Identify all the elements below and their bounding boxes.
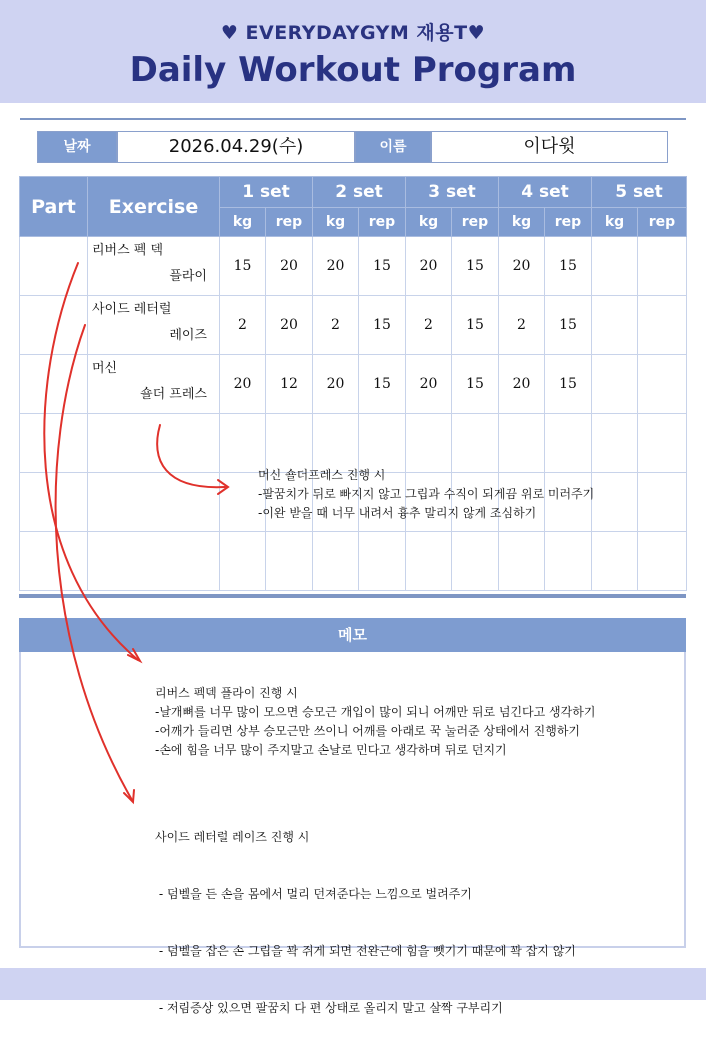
note-line: - 덤벨을 든 손을 몸에서 멀리 던져준다는 느낌으로 벌려주기 bbox=[155, 887, 472, 901]
set-value: 20 bbox=[266, 237, 313, 296]
col-part: Part bbox=[20, 177, 88, 237]
bottom-band bbox=[0, 968, 706, 1000]
set-value: 20 bbox=[313, 237, 359, 296]
set-value: 20 bbox=[313, 355, 359, 414]
unit-kg: kg bbox=[592, 208, 638, 237]
exercise-name-line1: 머신 bbox=[92, 361, 118, 376]
set-value: 15 bbox=[545, 355, 592, 414]
page-title: Daily Workout Program bbox=[129, 50, 577, 90]
date-label: 날짜 bbox=[37, 131, 117, 163]
set-value: 15 bbox=[545, 237, 592, 296]
unit-rep: rep bbox=[638, 208, 687, 237]
unit-rep: rep bbox=[266, 208, 313, 237]
set-value: 2 bbox=[313, 296, 359, 355]
set-value: 12 bbox=[266, 355, 313, 414]
set-value: 15 bbox=[359, 237, 406, 296]
note-line: 사이드 레터럴 레이즈 진행 시 bbox=[155, 830, 310, 844]
note-line: 리버스 펙덱 플라이 진행 시 bbox=[155, 686, 298, 700]
unit-rep: rep bbox=[545, 208, 592, 237]
arrow-to-reverse-fly-note bbox=[44, 263, 138, 660]
set-value: 15 bbox=[359, 296, 406, 355]
set-value: 2 bbox=[406, 296, 452, 355]
note-line: - 덤벨을 잡은 손 그립을 꽉 쥐게 되면 전완근에 힘을 뺏기기 때문에 꽉 잡지 않기 bbox=[155, 944, 576, 958]
exercise-name-line1: 리버스 펙 덱 bbox=[92, 243, 164, 258]
note-line: -팔꿈치가 뒤로 빠지지 않고 그립과 수직이 되게끔 위로 미러주기 bbox=[258, 487, 595, 501]
set-value: 20 bbox=[499, 237, 545, 296]
unit-kg: kg bbox=[220, 208, 266, 237]
exercise-name-line2: 숄더 프레스 bbox=[140, 387, 207, 402]
name-label: 이름 bbox=[355, 131, 431, 163]
set-value: 15 bbox=[359, 355, 406, 414]
unit-kg: kg bbox=[313, 208, 359, 237]
date-value: 2026.04.29(수) bbox=[117, 131, 355, 163]
set-value: 15 bbox=[545, 296, 592, 355]
exercise-name-line2: 레이즈 bbox=[169, 328, 207, 343]
exercise-name-line1: 사이드 레터럴 bbox=[92, 302, 172, 317]
col-exercise: Exercise bbox=[88, 177, 220, 237]
unit-kg: kg bbox=[406, 208, 452, 237]
set-value: 15 bbox=[452, 237, 499, 296]
set-value: 20 bbox=[406, 355, 452, 414]
unit-kg: kg bbox=[499, 208, 545, 237]
note-line: -이완 받을 때 너무 내려서 흉추 말리지 않게 조심하기 bbox=[258, 506, 537, 520]
set-value: 20 bbox=[220, 355, 266, 414]
set-header-1: 1 set bbox=[220, 177, 313, 208]
brand-title: ♥ EVERYDAYGYM 재용T♥ bbox=[220, 22, 486, 44]
set-value: 20 bbox=[406, 237, 452, 296]
set-value: 15 bbox=[220, 237, 266, 296]
set-value: 20 bbox=[499, 355, 545, 414]
note-line: -손에 힘을 너무 많이 주지말고 손날로 민다고 생각하며 뒤로 던지기 bbox=[155, 743, 507, 757]
memo-header: 메모 bbox=[19, 618, 686, 652]
arrow-to-reverse-fly-note-head bbox=[128, 649, 140, 661]
set-value: 15 bbox=[452, 355, 499, 414]
note-line: - 저림증상 있으면 팔꿈치 다 편 상태로 올리지 말고 살짝 구부리기 bbox=[155, 1001, 503, 1015]
set-value: 2 bbox=[220, 296, 266, 355]
name-value: 이다윗 bbox=[431, 131, 668, 163]
set-header-4: 4 set bbox=[499, 177, 592, 208]
note-line: 머신 숄더프레스 진행 시 bbox=[258, 468, 386, 482]
set-value: 20 bbox=[266, 296, 313, 355]
exercise-name-line2: 플라이 bbox=[169, 269, 207, 284]
set-header-5: 5 set bbox=[592, 177, 687, 208]
unit-rep: rep bbox=[359, 208, 406, 237]
set-value: 2 bbox=[499, 296, 545, 355]
arrow-to-shoulder-note bbox=[157, 425, 225, 487]
set-header-2: 2 set bbox=[313, 177, 406, 208]
note-line: -날개뼈를 너무 많이 모으면 승모근 개입이 많이 되니 어깨만 뒤로 넘긴다고 생각하기 bbox=[155, 705, 596, 719]
note-line: -어깨가 들리면 상부 승모근만 쓰이니 어깨를 아래로 꾹 눌러준 상태에서 진행하기 bbox=[155, 724, 581, 738]
unit-rep: rep bbox=[452, 208, 499, 237]
set-header-3: 3 set bbox=[406, 177, 499, 208]
set-value: 15 bbox=[452, 296, 499, 355]
